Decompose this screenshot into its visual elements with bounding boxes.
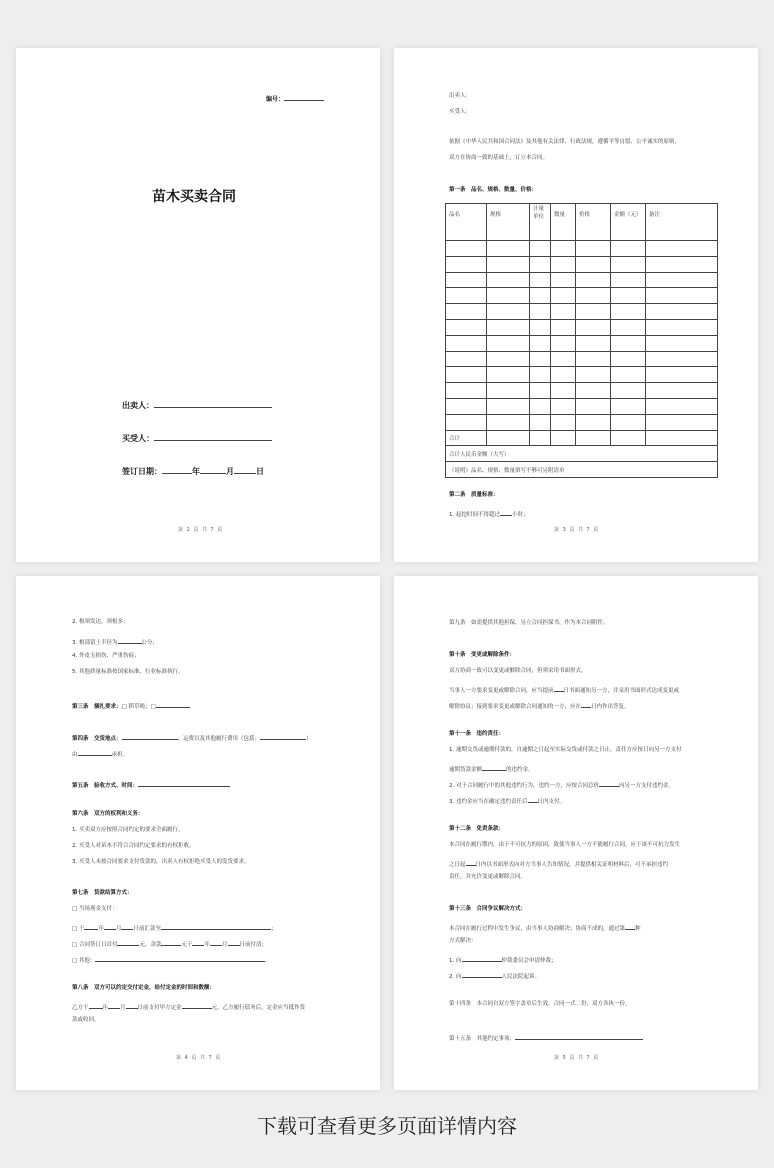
table-cell [576, 398, 611, 414]
table-cell [646, 241, 718, 257]
table-row [446, 272, 718, 288]
quality-item-5: 5. 其他质量标准按国家标准、行业标准执行。 [72, 669, 184, 675]
table-cell [576, 383, 611, 399]
table-cell [646, 272, 718, 288]
table-cell [646, 335, 718, 351]
article-2-heading: 第二条 质量标准： [449, 492, 499, 498]
table-cell [646, 398, 718, 414]
table-cell [446, 256, 487, 272]
page-footer: 第 3 页 共 7 页 [554, 527, 600, 533]
table-cell [576, 272, 611, 288]
table-cell [446, 414, 487, 430]
table-cell [530, 304, 551, 320]
payment-option-transfer: □ 于 年 月 日前汇款至 ； [72, 922, 277, 933]
seller-row [122, 398, 272, 411]
table-cell [487, 241, 530, 257]
table-cell [551, 398, 576, 414]
table-cell [551, 319, 576, 335]
table-cell [576, 241, 611, 257]
table-cell [576, 304, 611, 320]
table-row [446, 383, 718, 399]
article-15: 第十五条 其他约定事项： [449, 1032, 643, 1043]
table-cell [611, 351, 646, 367]
sign-date-label: 签订日期： [122, 467, 162, 476]
col-header: 规格 [487, 204, 530, 241]
table-cell [576, 430, 611, 446]
table-row [446, 241, 718, 257]
article-6-item-1: 1. 买卖双方应按照合同约定的要求全面履行。 [72, 827, 184, 833]
article-5: 第五条 验收方式、时间： [72, 779, 230, 790]
article-12-line-3: 责任，并允许变更或解除合同。 [449, 874, 527, 880]
article-8-line-2: 款或收回。 [72, 1017, 100, 1023]
table-cell [551, 288, 576, 304]
contract-number-blank [284, 93, 324, 101]
article-11-line-1: 1. 逾期交货或逾期付款的，自逾期之日起至实际交货或付款之日止，责任方应按日向另一方支付 [449, 747, 682, 753]
table-cell [446, 272, 487, 288]
table-cell [487, 430, 530, 446]
table-cell [446, 335, 487, 351]
table-cell [646, 319, 718, 335]
table-cell [446, 367, 487, 383]
table-row [446, 367, 718, 383]
quality-item-3: 3. 根部留土半径为 公分； [72, 636, 158, 647]
table-cell [530, 272, 551, 288]
table-cell [530, 430, 551, 446]
table-cell [487, 414, 530, 430]
table-cell [530, 319, 551, 335]
col-header: 备注 [646, 204, 718, 241]
table-cell [551, 256, 576, 272]
goods-table-header [446, 204, 718, 241]
payment-option-cash: □ 当场现金支付： [72, 906, 118, 912]
article-12-line-1: 本合同在履行期内，由于不可抗力的原因，致使当事人一方不能履行合同，应于该不可抗力发生 [449, 842, 681, 848]
article-8-heading: 第八条 双方可以约定交付定金，给付定金的时间和数额： [72, 985, 216, 991]
document-page-2 [394, 48, 758, 562]
buyer-row [122, 431, 272, 444]
table-cell [446, 288, 487, 304]
article-14: 第十四条 本合同自双方签字盖章后生效，合同一式二份，双方各执一份。 [449, 1001, 631, 1007]
table-cell [530, 256, 551, 272]
download-caption: 下载可查看更多页面详情内容 [257, 1114, 517, 1138]
table-cell [611, 288, 646, 304]
col-header: 数量 [551, 204, 576, 241]
quality-item-4: 4. 外皮无损伤、严重伤痕； [72, 653, 140, 659]
table-cell [487, 272, 530, 288]
table-row [446, 288, 718, 304]
article-7-heading: 第七条 货款结算方式： [72, 890, 133, 896]
table-row [446, 351, 718, 367]
col-header: 品名 [446, 204, 487, 241]
article-3: 第三条 捆扎要求：□ 稻草绳；□ [72, 700, 190, 711]
contract-number-label: 编号： [266, 96, 285, 103]
table-cell [530, 367, 551, 383]
table-row [446, 335, 718, 351]
table-cell [611, 414, 646, 430]
article-13-option-1: 1. 向 仲裁委员会申请仲裁； [449, 954, 557, 965]
article-11-line-3: 3. 违约金应当在确定违约责任后 日内支付。 [449, 795, 565, 806]
table-cell [611, 335, 646, 351]
table-cell [576, 319, 611, 335]
article-10-line-3: 解除协议；接到要求变更或解除合同通知的一方，应在 日内作出答复。 [449, 700, 630, 711]
table-cell [576, 288, 611, 304]
table-cell [487, 319, 530, 335]
table-row [446, 398, 718, 414]
table-cell [530, 288, 551, 304]
total-rmb-label: 合计人民币金额（大写） [446, 446, 718, 462]
article-10-line-1: 双方协商一致可以变更或解除合同，但须采用书面形式。 [449, 668, 587, 674]
payment-option-installment: □ 合同签订日首付 元，余款 元于 年 月 日前付清； [72, 938, 267, 949]
col-header: 计量单位 [530, 204, 551, 241]
goods-table [445, 203, 718, 478]
document-page-cover [16, 48, 380, 562]
buyer-blank [154, 431, 272, 441]
table-cell [576, 367, 611, 383]
table-cell [611, 430, 646, 446]
table-cell [646, 414, 718, 430]
table-cell [530, 351, 551, 367]
article-13-heading: 第十三条 合同争议解决方式： [449, 906, 527, 912]
page-footer: 第 4 页 共 7 页 [176, 1055, 222, 1061]
buyer-label: 买受人： [122, 434, 154, 443]
table-cell [646, 383, 718, 399]
table-row [446, 256, 718, 272]
article-12-heading: 第十二条 免责条款： [449, 826, 505, 832]
table-row [446, 304, 718, 320]
table-cell [487, 304, 530, 320]
table-cell [646, 351, 718, 367]
article-9: 第九条 如需提供其他担保，另立合同担保书，作为本合同附件。 [449, 620, 609, 626]
total-rmb-row [446, 446, 718, 462]
col-header: 价格 [576, 204, 611, 241]
article-11-line-1b: 逾期货款金额 的违约金。 [449, 763, 534, 774]
table-row [446, 319, 718, 335]
table-cell [611, 272, 646, 288]
quality-item-1: 1. 起挖时间不得超过 小时； [449, 508, 529, 519]
article-4-cont: 由 承担。 [72, 748, 128, 759]
table-cell [576, 335, 611, 351]
table-cell [487, 335, 530, 351]
table-cell [611, 367, 646, 383]
table-cell [646, 256, 718, 272]
table-cell [487, 367, 530, 383]
sign-date-row: 签订日期： 年 月 日 [122, 464, 264, 477]
table-cell [551, 414, 576, 430]
table-cell [611, 383, 646, 399]
article-11-line-2: 2. 对于合同履行中的其他违约行为，违约一方，应按合同总价 向另一方支付违约金。 [449, 779, 674, 790]
seller-blank [154, 398, 272, 408]
table-note-row [446, 462, 718, 478]
table-cell [551, 272, 576, 288]
table-cell [646, 367, 718, 383]
table-cell [551, 430, 576, 446]
page-footer: 第 2 页 共 7 页 [178, 527, 224, 533]
table-cell [611, 241, 646, 257]
table-cell [530, 241, 551, 257]
table-cell [446, 351, 487, 367]
table-cell [530, 398, 551, 414]
table-cell [446, 319, 487, 335]
article-10-heading: 第十条 变更或解除条件： [449, 652, 516, 658]
table-cell [487, 383, 530, 399]
payment-option-other: □ 其他： 。 [72, 954, 271, 965]
table-cell [646, 430, 718, 446]
article-13-option-2: 2. 向 人民法院起诉。 [449, 970, 540, 981]
table-cell [551, 351, 576, 367]
table-cell [530, 414, 551, 430]
article-1-heading: 第一条 品名、规格、数量、价格： [449, 187, 538, 193]
table-note: （说明）品名、规格、数量填写不够可另附清单 [446, 462, 718, 478]
table-cell [646, 288, 718, 304]
col-header: 金额（元） [611, 204, 646, 241]
contract-title: 苗木买卖合同 [152, 189, 236, 205]
table-cell [446, 304, 487, 320]
article-6-heading: 第六条 双方的权利和义务： [72, 811, 144, 817]
article-6-item-2: 2. 买受人对苗木不符合合同约定要求的有权拒收。 [72, 843, 195, 849]
table-cell [446, 241, 487, 257]
article-6-item-3: 3. 买受人未按合同要求支付货款的，出卖人有权拒绝买受人的发货要求。 [72, 859, 250, 865]
table-cell [576, 351, 611, 367]
buyer-line: 买受人： [449, 109, 472, 115]
quality-item-2: 2. 根须发达，须根多； [72, 619, 129, 625]
table-cell [446, 383, 487, 399]
table-cell [487, 398, 530, 414]
table-cell [551, 304, 576, 320]
article-11-heading: 第十一条 违约责任： [449, 731, 505, 737]
table-cell [611, 304, 646, 320]
table-cell [551, 335, 576, 351]
total-row [446, 430, 718, 446]
table-cell [446, 398, 487, 414]
article-10-line-2: 当事人一方要求变更或解除合同，应当提前 日书面通知另一方，并采用书面形式达成变更或 [449, 684, 679, 695]
article-8-line-1: 乙方于 年 月 日前支付甲方定金 元，乙方履行债务后，定金应当抵作货 [72, 1001, 305, 1012]
table-cell [576, 414, 611, 430]
table-cell [530, 383, 551, 399]
contract-number-row [266, 93, 324, 104]
intro-line-1: 依据《中华人民共和国合同法》及其他有关法律、行政法规，遵循平等自愿、公平诚实的原则， [449, 139, 681, 145]
document-page-4 [394, 576, 758, 1090]
table-cell [551, 383, 576, 399]
table-cell [551, 367, 576, 383]
table-cell [487, 256, 530, 272]
table-cell [611, 256, 646, 272]
seller-line: 出卖人： [449, 93, 472, 99]
total-label: 合计 [446, 430, 487, 446]
document-page-3 [16, 576, 380, 1090]
page-footer: 第 5 页 共 7 页 [554, 1055, 600, 1061]
seller-label: 出卖人： [122, 401, 154, 410]
article-12-line-2: 之日起 日内以书面形式向对方当事人告知情况，并提供相关证明材料后，可不承担违约 [449, 858, 668, 869]
table-cell [551, 241, 576, 257]
article-4: 第四条 交货地点： ；运费以及其他履行费用（包括： ） [72, 732, 312, 743]
table-cell [487, 351, 530, 367]
table-row [446, 414, 718, 430]
table-cell [611, 398, 646, 414]
table-cell [530, 335, 551, 351]
article-13-line-1: 本合同在履行过程中发生争议，由当事人协商解决；协商不成的，通过第 种 [449, 922, 641, 933]
intro-line-2: 双方在协商一致的基础上，订立本合同。 [449, 155, 549, 161]
table-cell [646, 304, 718, 320]
table-cell [576, 256, 611, 272]
article-13-line-2: 方式解决： [449, 938, 477, 944]
table-cell [611, 319, 646, 335]
table-cell [487, 288, 530, 304]
